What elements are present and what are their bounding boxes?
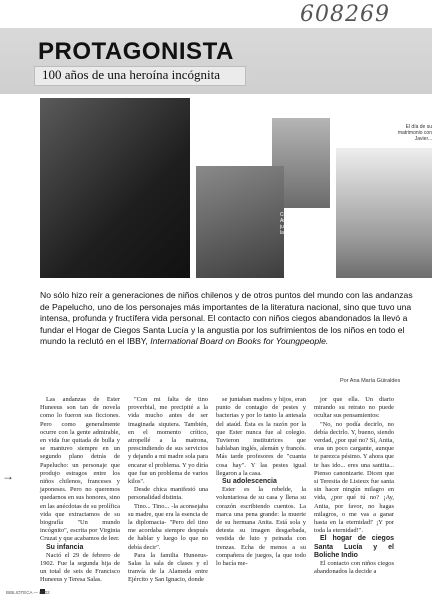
lead-italic: International Board on Books for Youngpeople.: [150, 336, 329, 347]
paragraph: jor que ella. Un diario mirando su retrato no puede ocultar sus pensamientos:: [314, 396, 394, 420]
page-title: PROTAGONISTA: [38, 38, 234, 65]
article-column-1: [40, 396, 120, 585]
wedding-photo: [336, 148, 432, 278]
paragraph: Para la familia Huneeus-Salas la sala de clases y el tranvía de la Alameda entre Ejército y San Ignacio, donde: [128, 551, 208, 584]
article-column-2: [128, 396, 208, 585]
paragraph: Las andanzas de Ester Huneeus son tan de novela como lo fueron sus ficciones. Pero como generalmente ocurre con la gente admirable, en vida fue quitada de bulla y se mantuvo siempre en un segundo plano detrás de Papelucho: un personaje que produjo estragos entre los niños chilenos, franceses y japoneses. Pero no queremos quedarnos en sus honores, sino en las anécdotas de su prolífica vida que extractamos de su biografía "Un mundo incógnito", escrita por Virginia Cruzat y que acabamos de leer.: [40, 396, 120, 543]
section-heading: El hogar de ciegos Santa Lucía y el Boliche Indio: [314, 535, 394, 559]
paragraph: El contacto con niños ciegos abandonados la decide a: [314, 560, 394, 576]
paragraph: Tino... Tino... -la aconsejaba su madre, que era la esencia de la diplomacia- "Pero del tino me acordaba siempre después de hablar y luego lo que no debía decir".: [128, 502, 208, 551]
section-heading: Su adolescencia: [222, 478, 277, 486]
portrait-photo: [40, 98, 190, 278]
lead-text: No sólo hizo reír a generaciones de niños chilenos y de otros puntos del mundo con las andanzas de Papelucho, uno de los personajes más importantes de la literatura nacional, sino que tuvo una intensa, profunda y fructífera vida personal. El contacto con niños ciegos abandonados la llevó a fundar el Hogar de Ciegos Santa Lucía y la angustia por los sufrimientos de los niños en todo el mundo la reclutó en el IBBY,: [40, 290, 413, 347]
sisters-photo: [196, 166, 284, 278]
lead-paragraph: [40, 290, 420, 348]
paragraph: Ester es la rebelde, la voluntariosa de su casa y llena su corazón escribiendo cuentos. La marca una pena grande: la muerte de su hermana Anita. Está sola y detesta su imagen desgarbada, vestida de luto y peinada con trenzas. Echa de menos a su compañera de juegos, la que todo lo hacía me-: [216, 486, 306, 568]
handwritten-archive-number: 608269: [300, 2, 390, 27]
handwritten-arrow-icon: →: [2, 469, 14, 483]
paragraph: Desde chica manifestó una personalidad distinta.: [128, 486, 208, 502]
paragraph: "No, no podía decirlo, no debía decirlo. Y, bueno, siendo verdad, ¿por qué no? Sí, Anita, eras un poco cargante, aunque te parezca pésimo. Y ahora que te has ido... eres una santita... Pienso canonizarte. Dicen que si Teresita de Lisieux fue santa sin hacer ningún milagro en vida, ¿por qué tú no? ¡Ay, Anita, por favor, no hagas milagros, o me vas a ganar hasta en la eternidad!' ¡Y por toda la eternidad!".: [314, 420, 394, 535]
wedding-photo-caption: El día de su matrimonio con Javier...: [397, 124, 432, 142]
paragraph: Nació el 29 de febrero de 1902. Fue la segunda hija de un total de seis de Francisco Huneeus y Teresa Salas.: [40, 551, 120, 584]
footer-text: BIBLIOTECA — nº 02: [6, 590, 50, 595]
article-column-3: [216, 396, 306, 568]
paragraph: se juntaban madres y hijos, eran punto de contagio de pestes y bacterias y por lo tanto la antesala del ataúd. Ésta es la razón por la que Ester nunca fue al colegio. Tuvieron institutrices que hablaban inglés, alemán y francés. Más tarde profesores de "cuanta cosa hay". Y las pestes igual llegaron a la casa.: [216, 396, 306, 477]
paragraph: "Con mi falta de tino proverbial, me precipité a la vida mucho antes de ser imaginada siquiera. También, en el momento crítico, atropellé a la matrona, prescindiendo de sus servicios y dejando a mi madre sola para encarar el problema. Y yo diría que fue un problema de varios kilos".: [128, 396, 208, 486]
sisters-photo-caption: Con su hermana Anita, compañera de juegos que murió en la adolescencia.: [280, 212, 327, 236]
byline: Por Ana María Güiraldes: [340, 378, 401, 384]
section-heading: Su infancia: [46, 543, 84, 551]
article-column-4: [314, 396, 394, 576]
page-subtitle: 100 años de una heroína incógnita: [42, 67, 220, 82]
